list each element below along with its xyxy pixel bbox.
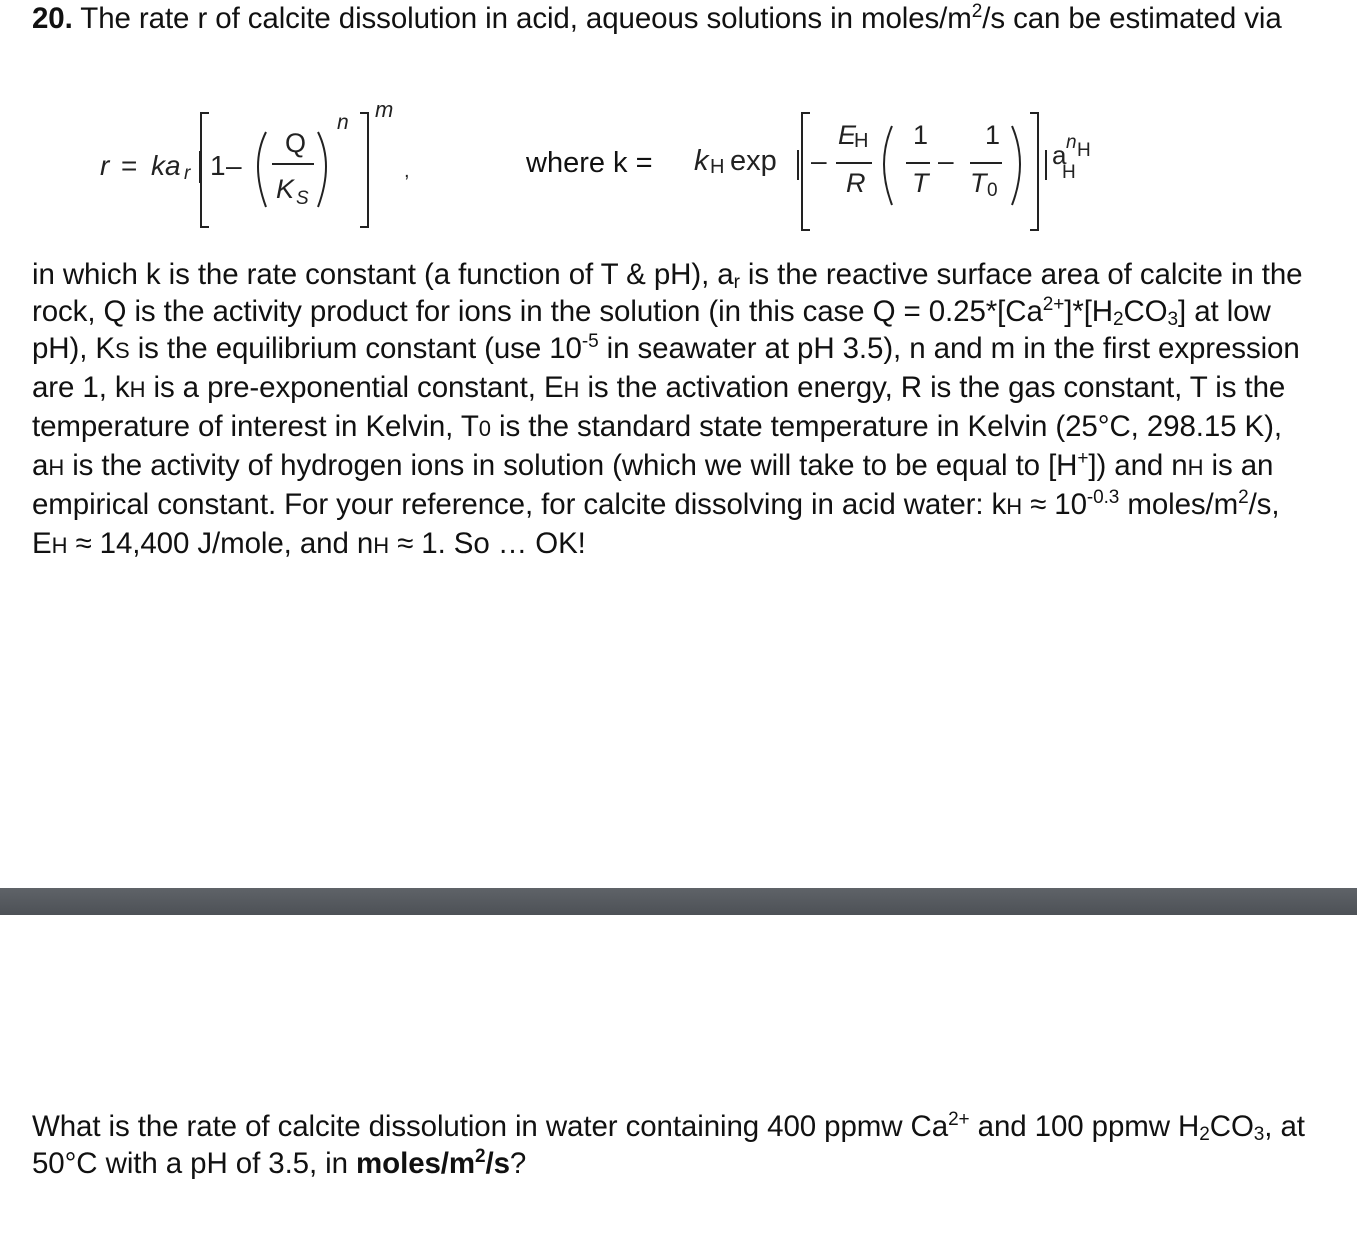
variable-definitions: in which k is the rate constant (a function of T & pH), $a_r$ is the reactive surface area of calcite in the rock, Q is the activity product for ions in the solution (in this case $Q = 0.25*[Ca^{2+}]*[H_2CO_3]$ at low pH), KS is the equilibrium constant (use $10^{-5}$ in seawater at pH 3.5), n and m in the first expression are 1, kH is a pre-exponential constant, EH is the activation energy, R is the gas constant, T is the temperature of interest in Kelvin, T0 is the standard state temperature in Kelvin (25°C, 298.15 K), aH is the activity of hydrogen ions in solution (which we will take to be equal to [H+]) and nH is an empirical constant. For your reference, for calcite dissolving in acid water: kH ≈ $10^{-0.3}$ moles/$m^2/s$, EH ≈ 14,400 J/mole, and nH ≈ 1. So … OK!	[32, 258, 1303, 560]
question-prompt: What is the rate of calcite dissolution in water containing 400 ppmw $Ca^{2+}$ and 100 ppmw $H_2CO_3$, at 50°C with a pH of 3.5, in moles/$m^2/s$?	[32, 1109, 1305, 1180]
rate-constant-brackets	[680, 100, 1140, 240]
where-label: where k =	[526, 147, 653, 179]
question-number: 20.	[32, 2, 73, 35]
rate-constant-formula: k H exp – E H R 1 T – 1 T 0 a H n H	[680, 100, 1140, 240]
question-intro: 20. The rate r of calcite dissolution in acid, aqueous solutions in moles/$m^2/s$ can be estimated via	[32, 1, 1282, 35]
rate-law-formula: r = ka r 1 – Q K S n m ,	[0, 0, 480, 240]
units-emphasis: moles/$m^2/s$	[356, 1146, 510, 1180]
rate-law-brackets	[0, 0, 480, 240]
section-divider	[0, 888, 1357, 915]
